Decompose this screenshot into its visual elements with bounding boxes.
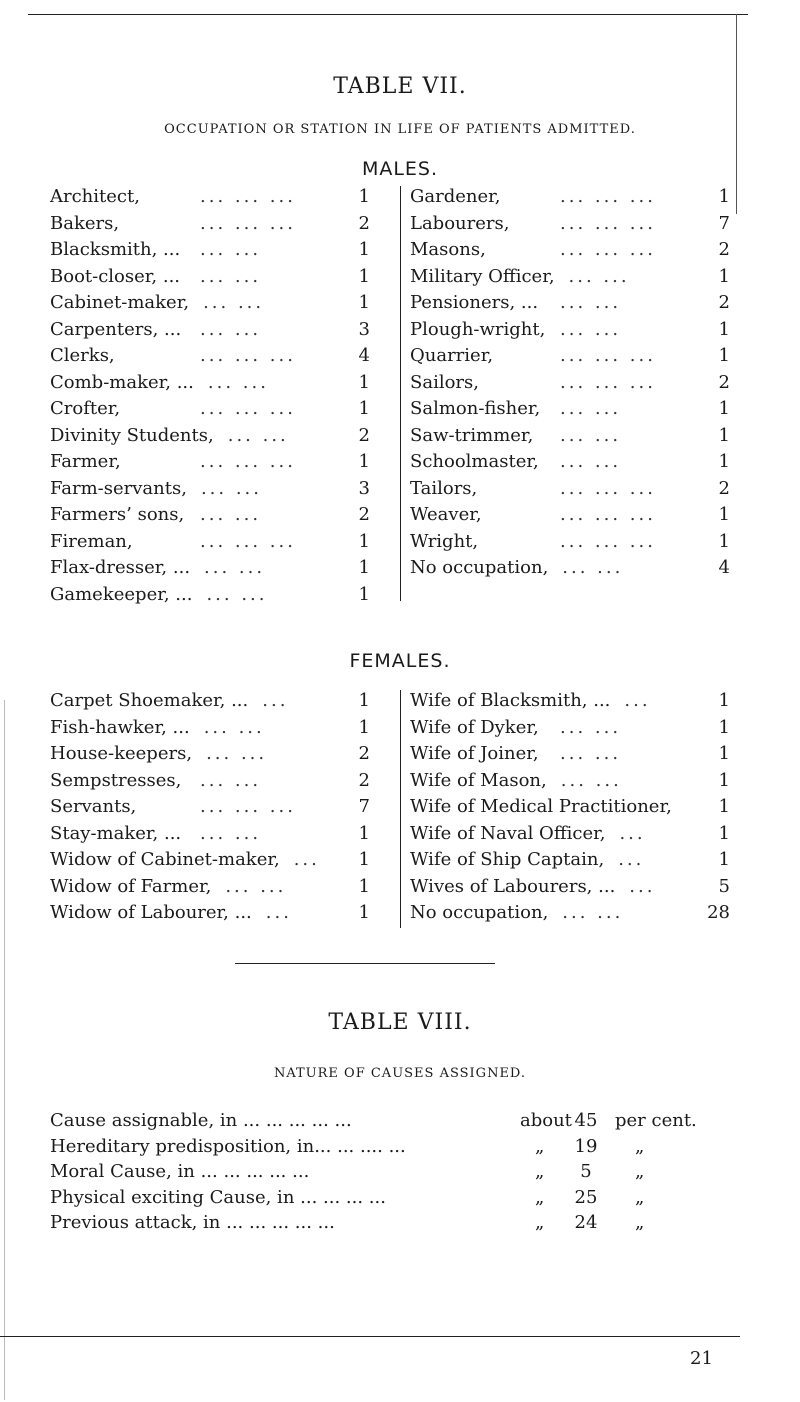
cause-label: Previous attack, in ... ... ... ... ...: [50, 1212, 335, 1233]
occupation-label: Plough-wright,: [410, 318, 546, 340]
occupation-label: Wife of Naval Officer,: [410, 822, 606, 844]
occupation-label: Boot-closer, ...: [50, 265, 181, 287]
females-left-column: [50, 690, 390, 929]
occupation-label: Wife of Medical Practitioner,: [410, 796, 672, 817]
occupation-label: Sempstresses,: [50, 769, 182, 791]
leader-dots: ... ... ...: [560, 345, 656, 366]
occupation-count: 1: [358, 398, 370, 419]
leader-dots: ... ... ...: [200, 796, 296, 817]
occupation-label: Tailors,: [410, 477, 478, 499]
occupation-row: [410, 902, 750, 929]
occupation-label: Comb-maker, ...: [50, 371, 194, 393]
occupation-label: Schoolmaster,: [410, 451, 539, 472]
occupation-label: Cabinet-maker,: [50, 292, 190, 313]
occupation-count: 1: [358, 265, 370, 287]
occupation-label: Bakers,: [50, 212, 120, 234]
occupation-count: 28: [707, 902, 730, 923]
occupation-count: 1: [358, 451, 370, 472]
occupation-count: 1: [718, 504, 730, 525]
leader-dots: ... ... ...: [560, 212, 656, 234]
occupation-row: [50, 876, 390, 903]
males-column-divider: [400, 186, 401, 601]
occupation-row: [410, 504, 750, 531]
leader-dots: ... ...: [560, 398, 622, 419]
occupation-row: [410, 239, 750, 266]
occupation-count: 1: [718, 690, 730, 711]
occupation-label: Wife of Dyker,: [410, 716, 539, 738]
leader-dots: ...: [262, 690, 289, 711]
leader-dots: ... ... ...: [200, 530, 296, 552]
occupation-label: Fish-hawker, ...: [50, 716, 190, 738]
occupation-row: [410, 319, 750, 346]
occupation-row: [50, 584, 390, 611]
leader-dots: ...: [618, 849, 645, 870]
table8-title: TABLE VIII.: [328, 1010, 472, 1035]
occupation-row: [50, 398, 390, 425]
occupation-count: 1: [358, 822, 370, 844]
occupation-label: Labourers,: [410, 212, 510, 234]
occupation-row: [50, 186, 390, 213]
leader-dots: ... ...: [560, 292, 622, 313]
occupation-count: 1: [718, 186, 730, 207]
occupation-row: [410, 425, 750, 452]
occupation-label: Blacksmith, ...: [50, 239, 181, 260]
cause-row: [50, 1110, 750, 1136]
occupation-row: [410, 717, 750, 744]
occupation-row: [50, 345, 390, 372]
leader-dots: ... ...: [203, 292, 265, 313]
occupation-row: [50, 266, 390, 293]
occupation-row: [410, 451, 750, 478]
leader-dots: ... ...: [200, 265, 262, 287]
occupation-label: Farmer,: [50, 451, 121, 472]
leader-dots: ... ... ...: [560, 186, 656, 207]
occupation-row: [50, 292, 390, 319]
occupation-count: 2: [358, 424, 370, 446]
table7-subtitle: OCCUPATION OR STATION IN LIFE OF PATIENTS ADMITTED.: [164, 122, 636, 137]
leader-dots: ... ... ...: [560, 239, 656, 260]
occupation-count: 1: [718, 451, 730, 472]
occupation-label: Quarrier,: [410, 345, 494, 366]
leader-dots: ... ... ...: [200, 398, 296, 419]
leader-dots: ... ... ...: [560, 477, 656, 499]
occupation-count: 2: [358, 504, 370, 525]
occupation-row: [50, 690, 390, 717]
cause-percent: 25: [574, 1186, 598, 1208]
occupation-count: 1: [358, 690, 370, 711]
occupation-row: [50, 743, 390, 770]
cause-label: Physical exciting Cause, in ... ... ... ...: [50, 1186, 386, 1208]
occupation-count: 1: [358, 583, 370, 605]
occupation-row: [410, 770, 750, 797]
cause-row: [50, 1212, 750, 1238]
females-heading: FEMALES.: [349, 650, 451, 672]
occupation-label: Wife of Blacksmith, ...: [410, 690, 611, 711]
occupation-count: 5: [718, 875, 730, 897]
cause-prefix: „: [535, 1212, 545, 1233]
cause-unit: „: [635, 1186, 645, 1208]
cause-row: [50, 1161, 750, 1187]
occupation-label: Gardener,: [410, 186, 501, 207]
occupation-count: 1: [718, 796, 730, 817]
occupation-count: 4: [358, 345, 370, 366]
occupation-row: [50, 451, 390, 478]
occupation-count: 1: [358, 530, 370, 552]
cause-row: [50, 1136, 750, 1162]
occupation-label: Crofter,: [50, 398, 121, 419]
occupation-label: Architect,: [50, 186, 140, 207]
occupation-count: 2: [718, 239, 730, 260]
males-right-column: [410, 186, 750, 584]
leader-dots: ... ...: [560, 769, 622, 791]
occupation-row: [50, 557, 390, 584]
occupation-count: 3: [358, 318, 370, 340]
occupation-row: [410, 876, 750, 903]
leader-dots: ...: [629, 875, 656, 897]
leader-dots: ... ...: [204, 557, 266, 578]
occupation-count: 2: [358, 769, 370, 791]
occupation-count: 2: [718, 292, 730, 313]
leader-dots: ... ...: [200, 477, 262, 499]
leader-dots: ...: [265, 902, 292, 923]
leader-dots: ... ...: [562, 557, 624, 578]
leader-dots: ... ...: [203, 716, 265, 738]
cause-row: [50, 1187, 750, 1213]
occupation-count: 1: [358, 902, 370, 923]
occupation-row: [50, 770, 390, 797]
top-rule: [28, 14, 748, 15]
occupation-count: 1: [718, 849, 730, 870]
right-edge-rule: [736, 14, 737, 214]
occupation-count: 3: [358, 477, 370, 499]
occupation-row: [410, 743, 750, 770]
females-column-divider: [400, 690, 401, 928]
occupation-label: Masons,: [410, 239, 486, 260]
occupation-count: 1: [718, 530, 730, 552]
occupation-row: [50, 372, 390, 399]
occupation-label: Carpet Shoemaker, ...: [50, 690, 249, 711]
page-number: 21: [690, 1348, 713, 1369]
occupation-count: 2: [718, 371, 730, 393]
leader-dots: ... ...: [560, 318, 622, 340]
cause-prefix: about: [520, 1110, 572, 1131]
occupation-count: 2: [718, 477, 730, 499]
cause-unit: „: [635, 1212, 645, 1233]
occupation-row: [410, 186, 750, 213]
cause-unit: „: [635, 1135, 645, 1157]
occupation-row: [50, 213, 390, 240]
occupation-label: House-keepers,: [50, 743, 193, 764]
occupation-row: [410, 213, 750, 240]
occupation-label: Saw-trimmer,: [410, 424, 534, 446]
cause-percent: 19: [574, 1135, 598, 1157]
occupation-label: Flax-dresser, ...: [50, 557, 191, 578]
leader-dots: ... ...: [562, 902, 624, 923]
leader-dots: ... ...: [560, 743, 622, 764]
occupation-count: 1: [358, 239, 370, 260]
leader-dots: ... ... ...: [200, 212, 296, 234]
cause-percent: 45: [574, 1110, 598, 1131]
occupation-count: 2: [358, 743, 370, 764]
occupation-row: [410, 531, 750, 558]
occupation-label: Wright,: [410, 530, 479, 552]
occupation-label: Military Officer,: [410, 265, 555, 287]
occupation-label: Clerks,: [50, 345, 115, 366]
cause-prefix: „: [535, 1135, 545, 1157]
cause-percent: 5: [580, 1161, 592, 1182]
occupation-label: No occupation,: [410, 902, 549, 923]
occupation-count: 1: [718, 769, 730, 791]
leader-dots: ... ...: [225, 875, 287, 897]
occupation-count: 1: [358, 875, 370, 897]
occupation-row: [50, 902, 390, 929]
table8-subtitle: NATURE OF CAUSES ASSIGNED.: [273, 1066, 527, 1081]
occupation-label: Farm-servants,: [50, 477, 187, 499]
females-right-column: [410, 690, 750, 929]
occupation-count: 7: [718, 212, 730, 234]
occupation-label: Stay-maker, ...: [50, 822, 182, 844]
leader-dots: ... ... ...: [560, 504, 656, 525]
cause-unit: „: [635, 1161, 645, 1182]
leader-dots: ... ...: [206, 583, 268, 605]
occupation-row: [410, 690, 750, 717]
leader-dots: ... ...: [568, 265, 630, 287]
occupation-label: Pensioners, ...: [410, 292, 539, 313]
occupation-count: 7: [358, 796, 370, 817]
occupation-row: [410, 266, 750, 293]
cause-prefix: „: [535, 1161, 545, 1182]
occupation-label: Salmon-fisher,: [410, 398, 541, 419]
occupation-label: Widow of Farmer,: [50, 875, 212, 897]
leader-dots: ...: [624, 690, 651, 711]
occupation-label: No occupation,: [410, 557, 549, 578]
occupation-count: 1: [358, 716, 370, 738]
occupation-label: Widow of Cabinet-maker,: [50, 849, 280, 870]
occupation-label: Fireman,: [50, 530, 133, 552]
occupation-count: 2: [358, 212, 370, 234]
leader-dots: ... ... ...: [200, 345, 296, 366]
cause-prefix: „: [535, 1186, 545, 1208]
occupation-count: 1: [718, 822, 730, 844]
occupation-count: 1: [718, 345, 730, 366]
occupation-count: 1: [718, 398, 730, 419]
occupation-row: [50, 478, 390, 505]
leader-dots: ... ... ...: [560, 371, 656, 393]
occupation-row: [50, 849, 390, 876]
occupation-row: [50, 319, 390, 346]
occupation-row: [410, 557, 750, 584]
occupation-count: 4: [718, 557, 730, 578]
occupation-row: [410, 345, 750, 372]
cause-percent: 24: [574, 1212, 598, 1233]
occupation-row: [50, 823, 390, 850]
occupation-count: 1: [358, 186, 370, 207]
occupation-count: 1: [718, 265, 730, 287]
leader-dots: ... ...: [560, 424, 622, 446]
occupation-row: [50, 717, 390, 744]
occupation-label: Farmers’ sons,: [50, 504, 185, 525]
leader-dots: ... ...: [200, 318, 262, 340]
occupation-row: [50, 504, 390, 531]
leader-dots: ... ... ...: [560, 530, 656, 552]
section-divider-rule: [235, 963, 495, 964]
occupation-row: [410, 796, 750, 823]
leader-dots: ... ... ...: [200, 186, 296, 207]
occupation-count: 1: [358, 292, 370, 313]
occupation-count: 1: [718, 318, 730, 340]
occupation-label: Gamekeeper, ...: [50, 583, 193, 605]
occupation-row: [50, 531, 390, 558]
occupation-label: Wife of Joiner,: [410, 743, 539, 764]
occupation-label: Wife of Ship Captain,: [410, 849, 605, 870]
leader-dots: ... ...: [200, 822, 262, 844]
cause-label: Hereditary predisposition, in... ... .... ...: [50, 1135, 406, 1157]
males-left-column: [50, 186, 390, 610]
occupation-row: [50, 425, 390, 452]
leader-dots: ... ...: [227, 424, 289, 446]
leader-dots: ... ...: [200, 769, 262, 791]
occupation-count: 1: [358, 849, 370, 870]
leader-dots: ... ...: [200, 239, 262, 260]
cause-label: Cause assignable, in ... ... ... ... ...: [50, 1110, 352, 1131]
occupation-row: [410, 823, 750, 850]
cause-label: Moral Cause, in ... ... ... ... ...: [50, 1161, 310, 1182]
occupation-label: Widow of Labourer, ...: [50, 902, 252, 923]
leader-dots: ... ...: [200, 504, 262, 525]
leader-dots: ...: [293, 849, 320, 870]
table7-title: TABLE VII.: [333, 74, 467, 99]
occupation-label: Sailors,: [410, 371, 479, 393]
occupation-row: [410, 398, 750, 425]
occupation-row: [410, 372, 750, 399]
left-margin-line: [4, 700, 5, 1400]
occupation-label: Weaver,: [410, 504, 482, 525]
leader-dots: ... ...: [206, 743, 268, 764]
page-bottom-rule: [0, 1336, 740, 1337]
occupation-label: Wives of Labourers, ...: [410, 875, 616, 897]
occupation-count: 1: [358, 371, 370, 393]
occupation-label: Carpenters, ...: [50, 318, 182, 340]
occupation-count: 1: [718, 716, 730, 738]
occupation-count: 1: [358, 557, 370, 578]
occupation-row: [410, 478, 750, 505]
occupation-row: [410, 849, 750, 876]
leader-dots: ...: [619, 822, 646, 844]
occupation-row: [50, 796, 390, 823]
cause-unit: per cent.: [615, 1110, 697, 1131]
occupation-row: [50, 239, 390, 266]
occupation-label: Wife of Mason,: [410, 769, 547, 791]
occupation-count: 1: [718, 424, 730, 446]
leader-dots: ... ... ...: [200, 451, 296, 472]
leader-dots: ... ...: [207, 371, 269, 393]
occupation-label: Divinity Students,: [50, 424, 214, 446]
occupation-row: [410, 292, 750, 319]
males-heading: MALES.: [361, 158, 439, 180]
leader-dots: ... ...: [560, 451, 622, 472]
leader-dots: ... ...: [560, 716, 622, 738]
occupation-count: 1: [718, 743, 730, 764]
occupation-label: Servants,: [50, 796, 137, 817]
